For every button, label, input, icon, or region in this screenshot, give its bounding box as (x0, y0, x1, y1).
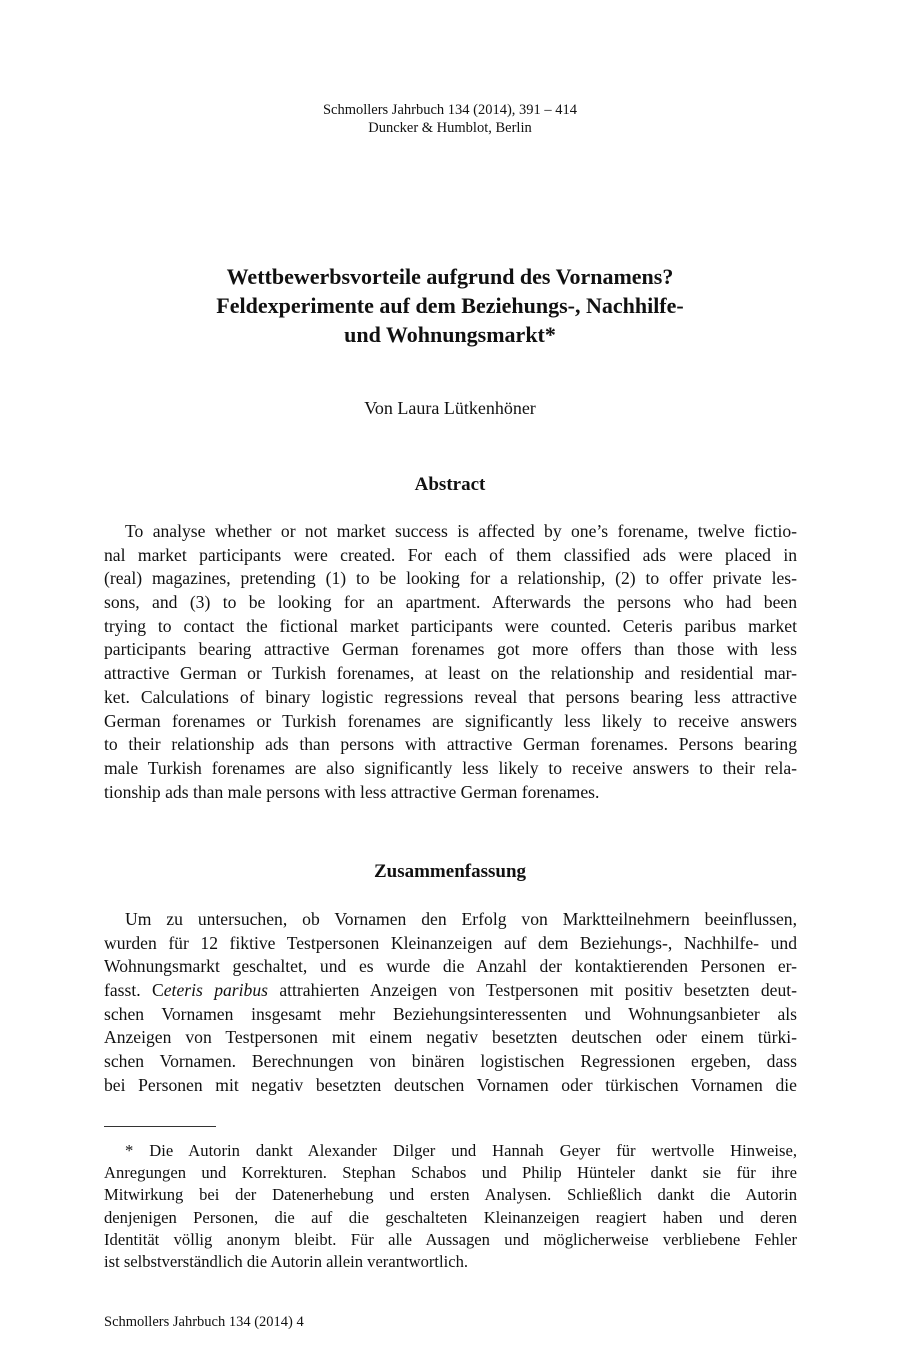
footnote-line: denjenigen Personen, die auf die geschalteten Kleinanzeigen reagiert haben und deren (104, 1207, 797, 1227)
zusammenfassung-heading: Zusammenfassung (373, 861, 527, 882)
page-footer: Schmollers Jahrbuch 134 (2014) 4 (104, 1314, 304, 1330)
abstract-line: To analyse whether or not market success is affected by one’s forename, twelve fictio- (125, 521, 797, 541)
footnote-line: Mitwirkung bei der Datenerhebung und ersten Analysen. Schließlich dankt die Autorin (104, 1185, 797, 1205)
journal-header (0, 101, 900, 137)
summary-text: attrahierten Anzeigen von Testpersonen mit positiv besetzten deut- (267, 980, 797, 1001)
abstract-line: (real) magazines, pretending (1) to be looking for a relationship, (2) to offer private les- (104, 568, 797, 589)
footnote-line: ist selbstverständlich die Autorin allein verantwortlich. (104, 1251, 469, 1271)
title-line: und Wohnungsmarkt* (344, 322, 556, 347)
abstract-line: male Turkish forenames are also significantly less likely to receive answers to their rela- (104, 757, 797, 778)
abstract-line: to their relationship ads than persons with attractive German forenames. Persons bearing (104, 734, 797, 755)
abstract-line: sons, and (3) to be looking for an apartment. Afterwards the persons who had been (104, 592, 797, 613)
zusammenfassung-body (104, 908, 797, 1098)
abstract-line: ket. Calculations of binary logistic regressions reveal that persons bearing less attractive (104, 686, 797, 707)
summary-line: Wohnungsmarkt geschaltet, und es wurde die Anzahl der kontaktierenden Personen er- (104, 956, 797, 977)
footnote (104, 1140, 797, 1273)
summary-line: wurden für 12 fiktive Testpersonen Kleinanzeigen auf dem Beziehungs-, Nachhilfe- und (104, 932, 797, 953)
summary-line: Anzeigen von Testpersonen mit einem negativ besetzten deutschen oder einem türki- (104, 1027, 797, 1048)
summary-line (104, 979, 797, 1003)
footnote-line: * Die Autorin dankt Alexander Dilger und Hannah Geyer für wertvolle Hinweise, (125, 1141, 797, 1160)
abstract-line: participants bearing attractive German forenames got more offers than those with less (104, 639, 797, 660)
abstract-line: tionship ads than male persons with less attractive German forenames. (104, 781, 600, 802)
summary-line: bei Personen mit negativ besetzten deutschen Vornamen oder türkischen Vornamen die (104, 1074, 797, 1095)
abstract-heading: Abstract (414, 474, 486, 495)
title-line: Feldexperimente auf dem Beziehungs-, Nachhilfe- (216, 293, 684, 318)
abstract-line: German forenames or Turkish forenames are significantly less likely to receive answers (104, 710, 797, 731)
title-line: Wettbewerbsvorteile aufgrund des Vornamens? (226, 264, 674, 289)
article-title (100, 262, 800, 349)
publisher-line: Duncker & Humblot, Berlin (368, 120, 532, 136)
abstract-line: trying to contact the fictional market participants were counted. Ceteris paribus market (104, 615, 797, 636)
abstract-body (104, 520, 797, 804)
summary-text: fasst. C (104, 980, 164, 1001)
summary-line: schen Vornamen insgesamt mehr Beziehungsinteressenten und Wohnungsanbieter als (104, 1003, 797, 1024)
footnote-separator (104, 1126, 216, 1127)
summary-italic-text: eteris paribus (163, 980, 268, 1001)
abstract-line: attractive German or Turkish forenames, at least on the relationship and residential mar- (104, 663, 797, 684)
journal-citation: Schmollers Jahrbuch 134 (2014), 391 – 414 (322, 102, 578, 118)
summary-line: Um zu untersuchen, ob Vornamen den Erfolg von Marktteilnehmern beeinflussen, (125, 909, 797, 929)
footnote-line: Identität völlig anonym bleibt. Für alle Aussagen und möglicherweise verbliebene Fehler (104, 1229, 797, 1249)
author-line: Von Laura Lütkenhöner (364, 398, 536, 418)
abstract-line: nal market participants were created. For each of them classified ads were placed in (104, 544, 797, 565)
footnote-line: Anregungen und Korrekturen. Stephan Schabos und Philip Hünteler dankt sie für ihre (104, 1163, 797, 1183)
summary-line: schen Vornamen. Berechnungen von binären logistischen Regressionen ergeben, dass (104, 1051, 797, 1072)
